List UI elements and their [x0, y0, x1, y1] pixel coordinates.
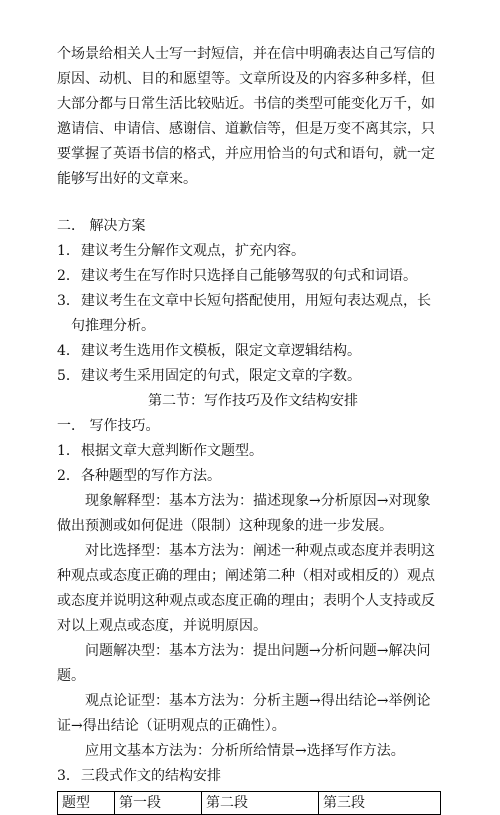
- method-paragraph: [57, 639, 449, 689]
- text-line: 证→得出结论（证明观点的正确性）。: [57, 718, 286, 734]
- method-paragraph: [57, 539, 449, 639]
- table-header-row: [58, 792, 441, 815]
- list-number: 4．: [57, 343, 80, 359]
- list-number: 3．: [57, 768, 80, 784]
- section-heading-solutions: 二． 解决方案: [57, 218, 146, 234]
- section-heading-skills: 一． 写作技巧。: [57, 418, 160, 434]
- list-text: 建议考生在写作时只选择自己能够驾驭的句式和词语。: [81, 268, 417, 284]
- method-paragraph: [57, 689, 449, 739]
- list-number: 1．: [57, 243, 80, 259]
- list-number: 3．: [57, 293, 80, 309]
- list-number: 5．: [57, 368, 80, 384]
- intro-paragraph: [57, 42, 449, 192]
- list-text-continuation: 句推理分析。: [71, 318, 155, 334]
- list-text: 建议考生在文章中长短句搭配使用，用短句表达观点，长: [81, 293, 431, 309]
- list-number: 2．: [57, 268, 80, 284]
- text-line: 应用文基本方法为：分析所给情景→选择写作方法。: [85, 743, 405, 759]
- text-line: 要掌握了英语书信的格式，并应用恰当的句式和语句，就一定: [57, 146, 435, 162]
- method-paragraph: [57, 739, 449, 764]
- table-header-cell: 第一段: [115, 792, 202, 815]
- text-line: 对比选择型：基本方法为：阐述一种观点或态度并表明这: [85, 543, 435, 559]
- text-line: 邀请信、申请信、感谢信、道歉信等，但是万变不离其宗，只: [57, 121, 435, 137]
- list-text: 建议考生采用固定的句式，限定文章的字数。: [81, 368, 361, 384]
- text-line: 或态度并说明这种观点或态度正确的理由；表明个人支持或反: [57, 593, 435, 609]
- list-item: [57, 439, 449, 464]
- text-line: 题。: [57, 668, 85, 684]
- list-item: [57, 289, 449, 314]
- solutions-list: [57, 239, 449, 389]
- text-line: 观点论证型：基本方法为：分析主题→得出结论→举例论: [85, 693, 431, 709]
- text-line: 种观点或态度正确的理由；阐述第二种（相对或相反的）观点: [57, 568, 435, 584]
- list-item: [57, 764, 449, 789]
- list-text: 各种题型的写作方法。: [81, 468, 221, 484]
- list-item: [57, 264, 449, 289]
- list-text: 建议考生选用作文模板，限定文章逻辑结构。: [81, 343, 361, 359]
- method-paragraph: [57, 489, 449, 539]
- list-number: 1．: [57, 443, 80, 459]
- chapter-title: 第二节：写作技巧及作文结构安排: [148, 393, 358, 409]
- text-line: 大部分都与日常生活比较贴近。书信的类型可能变化万千，如: [57, 96, 435, 112]
- structure-table: [57, 791, 441, 815]
- document-page: [57, 42, 449, 815]
- list-item: [57, 339, 449, 364]
- text-line: 能够写出好的文章来。: [57, 171, 197, 187]
- list-text: 三段式作文的结构安排: [81, 768, 221, 784]
- table-header-cell: 第二段: [202, 792, 319, 815]
- list-text: 根据文章大意判断作文题型。: [81, 443, 263, 459]
- text-line: 问题解决型：基本方法为：提出问题→分析问题→解决问: [85, 643, 431, 659]
- table-header-cell: 题型: [58, 792, 115, 815]
- spacer: [57, 192, 449, 214]
- text-line: 现象解释型：基本方法为：描述现象→分析原因→对现象: [85, 493, 431, 509]
- table-header-cell: 第三段: [319, 792, 441, 815]
- list-text: 建议考生分解作文观点，扩充内容。: [81, 243, 305, 259]
- list-item: [57, 239, 449, 264]
- text-line: 做出预测或如何促进（限制）这种现象的进一步发展。: [57, 518, 393, 534]
- list-number: 2．: [57, 468, 80, 484]
- text-line: 原因、动机、目的和愿望等。文章所设及的内容多种多样，但: [57, 71, 435, 87]
- list-item: [57, 464, 449, 489]
- text-line: 个场景给相关人士写一封短信，并在信中明确表达自己写信的: [57, 46, 435, 62]
- text-line: 对以上观点或态度，并说明原因。: [57, 618, 267, 634]
- list-item: [57, 364, 449, 389]
